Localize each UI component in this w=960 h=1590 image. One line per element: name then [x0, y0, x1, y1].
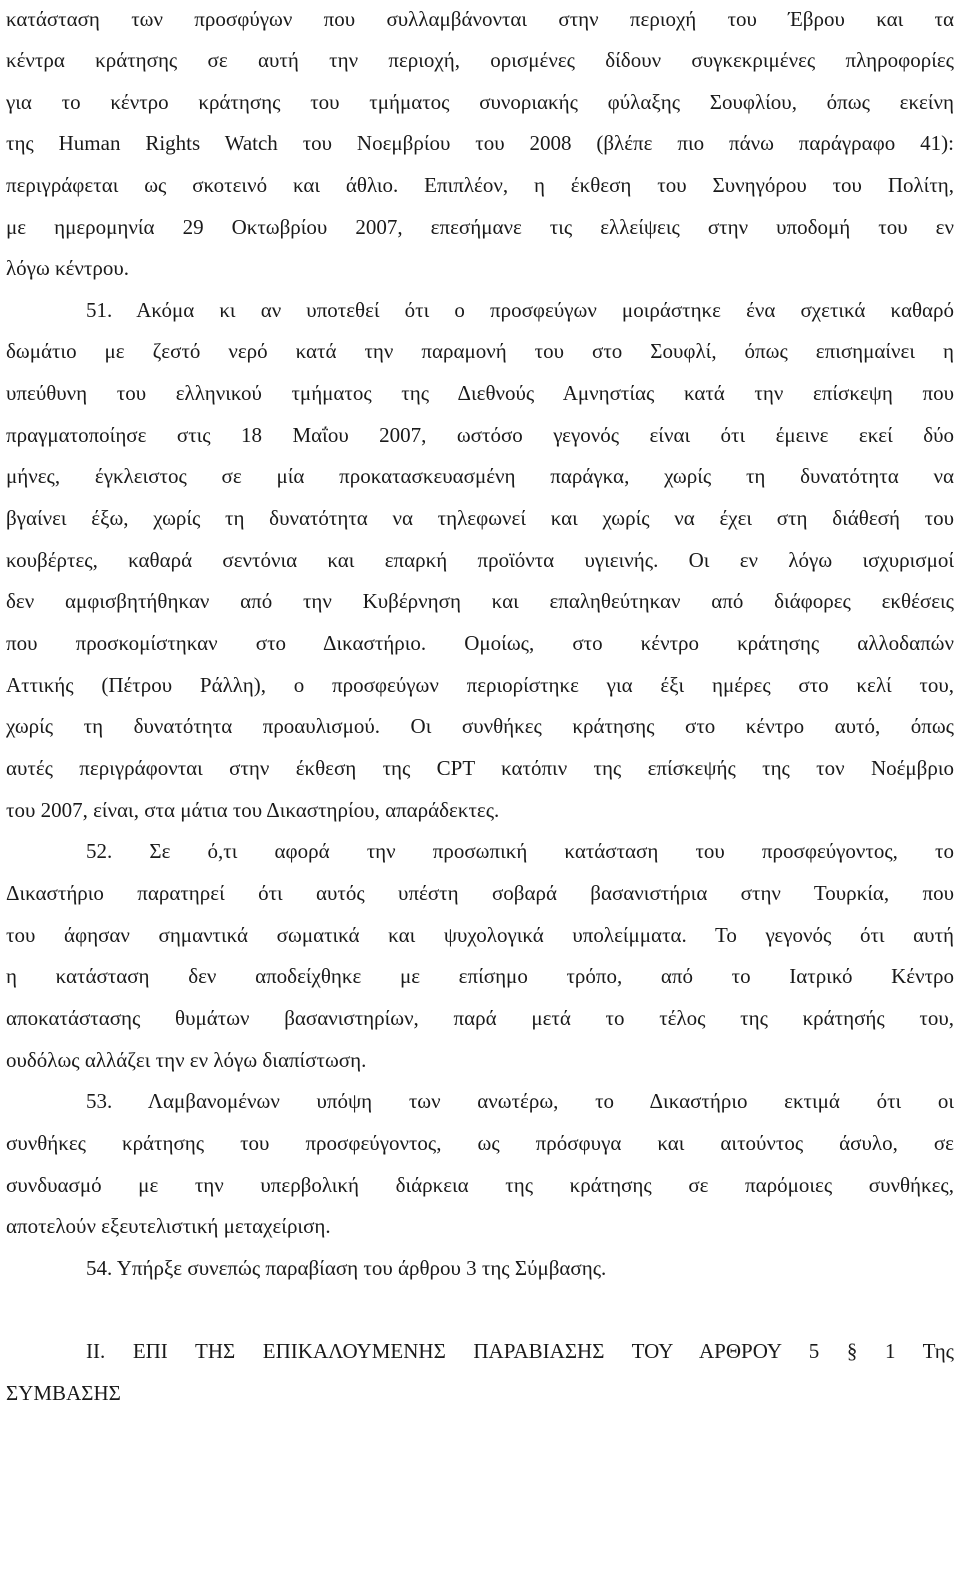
- paragraph-53-first-line: 53. Λαμβανομένων υπόψη των ανωτέρω, το Δικαστήριο εκτιμά ότι οι: [86, 1089, 954, 1113]
- text-line: συνδυασμό με την υπερβολική διάρκεια της κράτησης σε παρόμοιες συνθήκες,: [6, 1173, 954, 1197]
- section-heading: II. ΕΠΙ ΤΗΣ ΕΠΙΚΑΛΟΥΜΕΝΗΣ ΠΑΡΑΒΙΑΣΗΣ ΤΟΥ ΑΡΘΡΟΥ 5 § 1 Της: [86, 1339, 954, 1363]
- text-line: του 2007, είναι, στα μάτια του Δικαστηρίου, απαράδεκτες.: [6, 798, 500, 822]
- text-line: για το κέντρο κράτησης του τμήματος συνοριακής φύλαξης Σουφλίου, όπως εκείνη: [6, 90, 954, 114]
- text-line: κέντρα κράτησης σε αυτή την περιοχή, ορισμένες δίδουν συγκεκριμένες πληροφορίες: [6, 48, 954, 72]
- text-line: που προσκομίστηκαν στο Δικαστήριο. Ομοίως, στο κέντρο κράτησης αλλοδαπών: [6, 631, 954, 655]
- paragraph-51-first-line: 51. Ακόμα κι αν υποτεθεί ότι ο προσφεύγων μοιράστηκε ένα σχετικά καθαρό: [86, 298, 954, 322]
- text-line: χωρίς τη δυνατότητα προαυλισμού. Οι συνθήκες κράτησης στο κέντρο αυτό, όπως: [6, 714, 954, 738]
- text-line: πραγματοποίησε στις 18 Μαΐου 2007, ωστόσο γεγονός είναι ότι έμεινε εκεί δύο: [6, 423, 954, 447]
- text-line: συνθήκες κράτησης του προσφεύγοντος, ως πρόσφυγα και αιτούντος άσυλο, σε: [6, 1131, 954, 1155]
- text-line: λόγω κέντρου.: [6, 256, 129, 280]
- text-line: αποκατάστασης θυμάτων βασανιστηρίων, παρά μετά το τέλος της κράτησής του,: [6, 1006, 954, 1030]
- text-line: της Human Rights Watch του Νοεμβρίου του 2008 (βλέπε πιο πάνω παράγραφο 41):: [6, 131, 954, 155]
- text-line: του άφησαν σημαντικά σωματικά και ψυχολογικά υπολείμματα. Το γεγονός ότι αυτή: [6, 923, 954, 947]
- text-line: δωμάτιο με ζεστό νερό κατά την παραμονή του στο Σουφλί, όπως επισημαίνει η: [6, 339, 954, 363]
- text-line: κουβέρτες, καθαρά σεντόνια και επαρκή προϊόντα υγιεινής. Οι εν λόγω ισχυρισμοί: [6, 548, 954, 572]
- text-line: υπεύθυνη του ελληνικού τμήματος της Διεθνούς Αμνηστίας κατά την επίσκεψη που: [6, 381, 954, 405]
- text-line: με ημερομηνία 29 Οκτωβρίου 2007, επεσήμανε τις ελλείψεις στην υποδομή του εν: [6, 215, 954, 239]
- text-line: κατάσταση των προσφύγων που συλλαμβάνονται στην περιοχή του Έβρου και τα: [6, 7, 954, 31]
- text-line: αυτές περιγράφονται στην έκθεση της CPT κατόπιν της επίσκεψής της τον Νοέμβριο: [6, 756, 954, 780]
- text-line: δεν αμφισβητήθηκαν από την Κυβέρνηση και επαληθεύτηκαν από διάφορες εκθέσεις: [6, 589, 954, 613]
- text-line: μήνες, έγκλειστος σε μία προκατασκευασμένη παράγκα, χωρίς τη δυνατότητα να: [6, 464, 954, 488]
- text-line: βγαίνει έξω, χωρίς τη δυνατότητα να τηλεφωνεί και χωρίς να έχει στη διάθεσή του: [6, 506, 954, 530]
- text-line: Δικαστήριο παρατηρεί ότι αυτός υπέστη σοβαρά βασανιστήρια στην Τουρκία, που: [6, 881, 954, 905]
- text-line: ουδόλως αλλάζει την εν λόγω διαπίστωση.: [6, 1048, 367, 1072]
- text-line: αποτελούν εξευτελιστική μεταχείριση.: [6, 1214, 331, 1238]
- text-line: περιγράφεται ως σκοτεινό και άθλιο. Επιπλέον, η έκθεση του Συνηγόρου του Πολίτη,: [6, 173, 954, 197]
- paragraph-52-first-line: 52. Σε ό,τι αφορά την προσωπική κατάσταση του προσφεύγοντος, το: [86, 839, 954, 863]
- text-line: Αττικής (Πέτρου Ράλλη), ο προσφεύγων περιορίστηκε για έξι ημέρες στο κελί του,: [6, 673, 954, 697]
- text-line: η κατάσταση δεν αποδείχθηκε με επίσημο τρόπο, από το Ιατρικό Κέντρο: [6, 964, 954, 988]
- section-heading-continuation: ΣΥΜΒΑΣΗΣ: [6, 1381, 121, 1405]
- paragraph-54: 54. Υπήρξε συνεπώς παραβίαση του άρθρου 3 της Σύμβασης.: [86, 1256, 607, 1280]
